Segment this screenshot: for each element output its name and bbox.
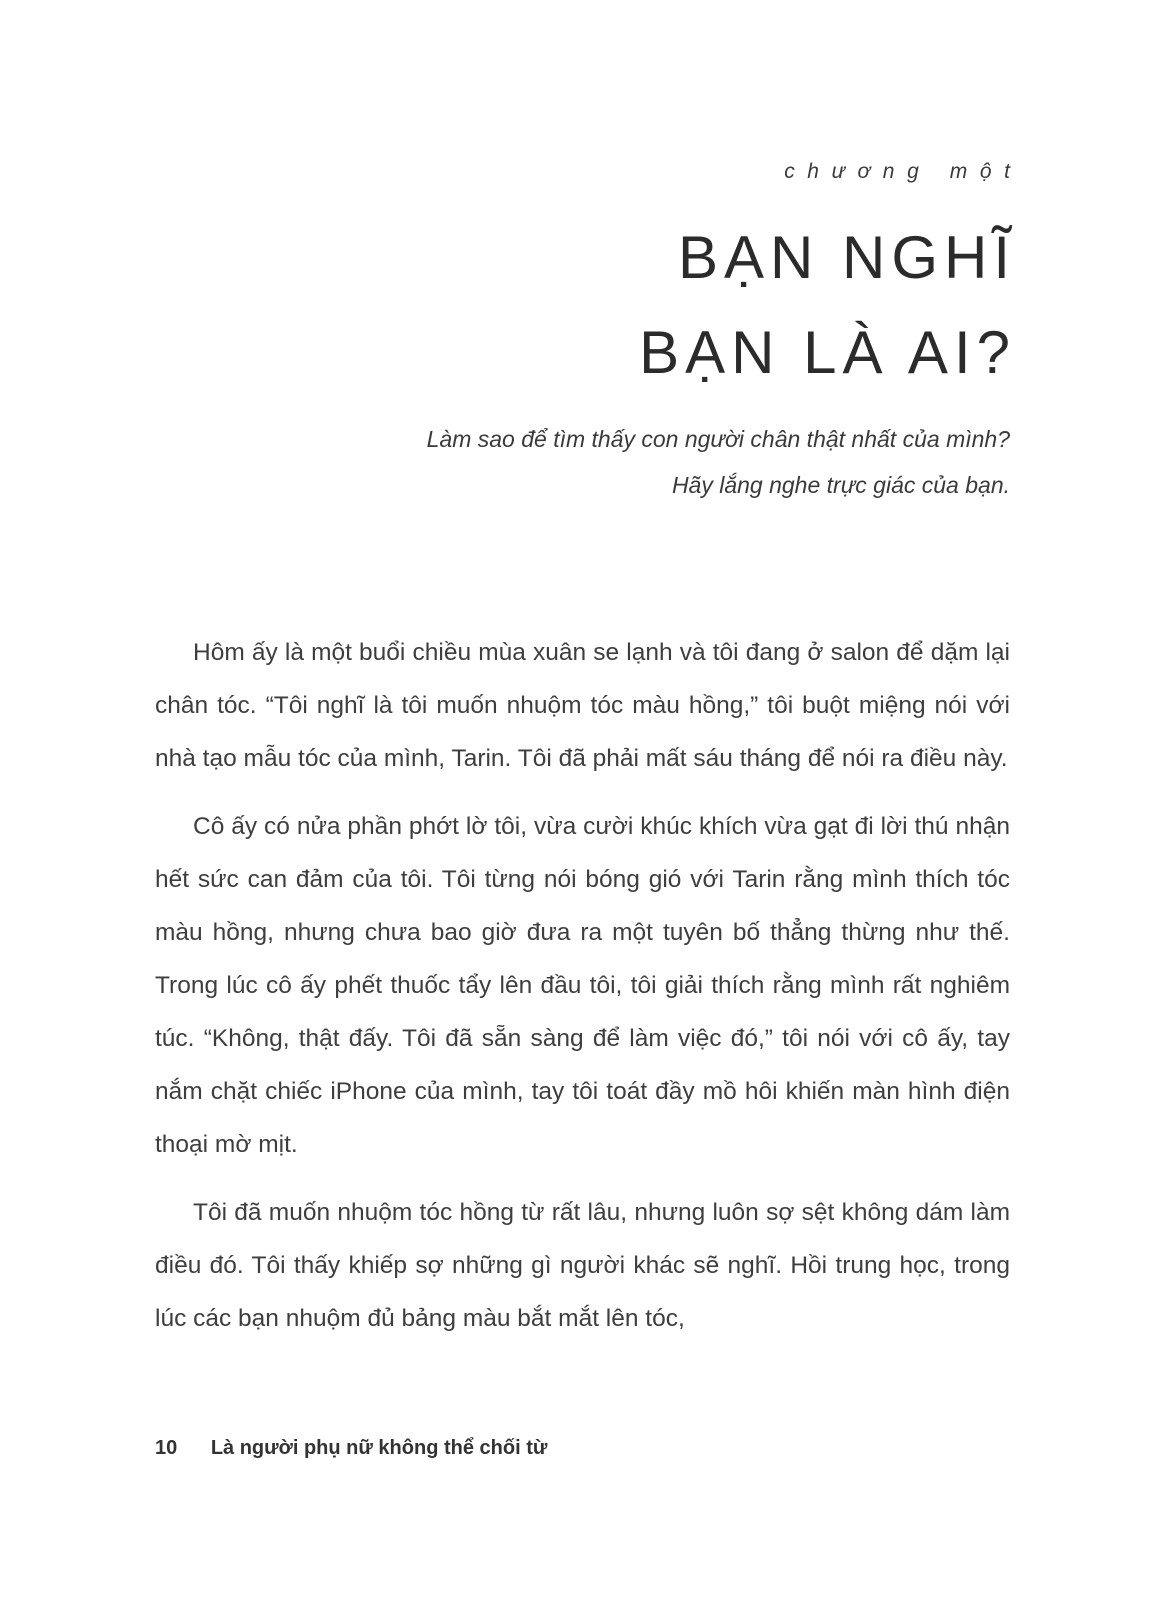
page-number: 10 <box>155 1437 178 1459</box>
chapter-subtitle <box>155 416 1010 508</box>
chapter-title <box>155 210 1016 400</box>
chapter-subtitle-line-1: Làm sao để tìm thấy con người chân thật nhất của mình? <box>426 426 1010 452</box>
paragraph: Hôm ấy là một buổi chiều mùa xuân se lạnh và tôi đang ở salon để dặm lại chân tóc. “Tôi nghĩ là tôi muốn nhuộm tóc màu hồng,” tôi buột miệng nói với nhà tạo mẫu tóc của mình, Tarin. Tôi đã phải mất sáu tháng để nói ra điều này. <box>155 639 1010 772</box>
paragraph: Tôi đã muốn nhuộm tóc hồng từ rất lâu, nhưng luôn sợ sệt không dám làm điều đó. Tôi thấy khiếp sợ những gì người khác sẽ nghĩ. Hồi trung học, trong lúc các bạn nhuộm đủ bảng màu bắt mắt lên tóc, <box>155 1199 1010 1332</box>
chapter-subtitle-line-2: Hãy lắng nghe trực giác của bạn. <box>671 472 1010 498</box>
chapter-label: chương một <box>784 160 1023 183</box>
chapter-title-line-1: BẠN NGHĨ <box>677 224 1016 291</box>
paragraph: Cô ấy có nửa phần phớt lờ tôi, vừa cười khúc khích vừa gạt đi lời thú nhận hết sức can đảm của tôi. Tôi từng nói bóng gió với Tarin rằng mình thích tóc màu hồng, nhưng chưa bao giờ đưa ra một tuyên bố thẳng thừng như thế. Trong lúc cô ấy phết thuốc tẩy lên đầu tôi, tôi giải thích rằng mình rất nghiêm túc. “Không, thật đấy. Tôi đã sẵn sàng để làm việc đó,” tôi nói với cô ấy, tay nắm chặt chiếc iPhone của mình, tay tôi toát đầy mồ hôi khiến màn hình điện thoại mờ mịt. <box>155 813 1010 1158</box>
chapter-title-line-2: BẠN LÀ AI? <box>639 319 1016 386</box>
body-text <box>155 626 1010 1345</box>
chapter-header <box>155 160 1023 508</box>
book-title: Là người phụ nữ không thể chối từ <box>210 1437 548 1459</box>
page-footer <box>155 1437 547 1460</box>
